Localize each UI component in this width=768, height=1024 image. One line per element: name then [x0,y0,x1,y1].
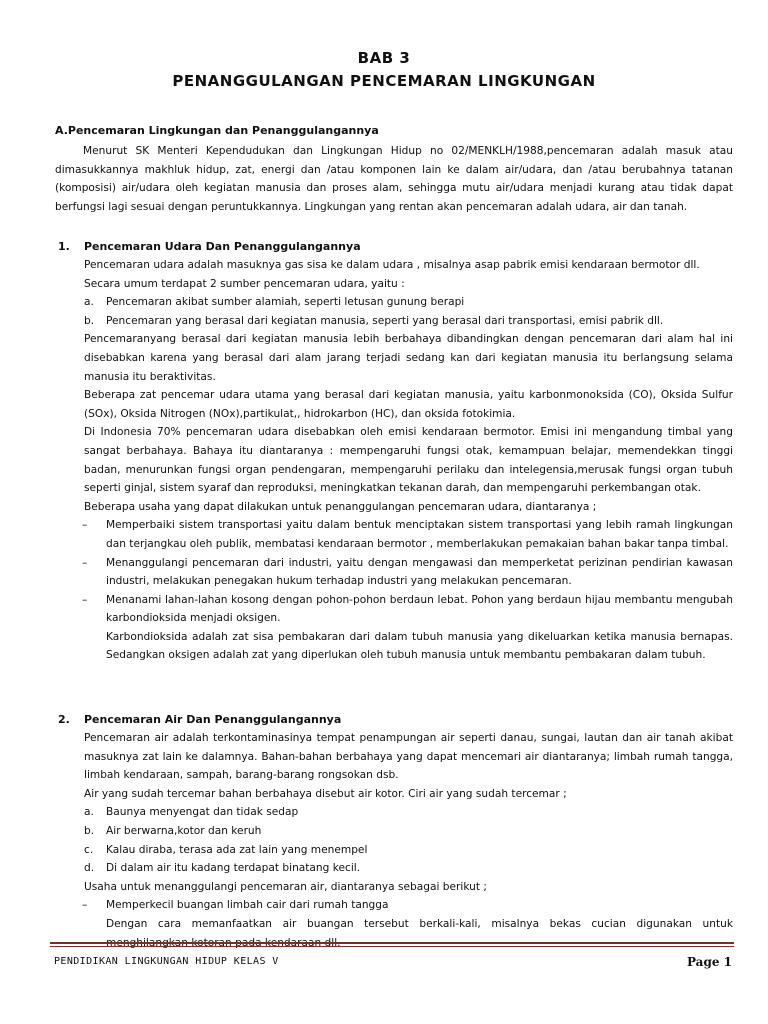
footer-rule [50,942,734,944]
list-text: Menanami lahan-lahan kosong dengan pohon-pohon berdaun lebat. Pohon yang berdaun hijau membantu mengubah karbondioksida menjadi oksigen. [106,593,733,625]
paragraph: Di Indonesia 70% pencemaran udara disebabkan oleh emisi kendaraan bermotor. Emisi ini mengandung timbal yang sangat berbahaya. Bahaya itu diantaranya : mempengaruhi fungsi otak, kemampuan belajar, memendekkan tinggi badan, menurunkan fungsi organ pendengaran, mempengaruhi perilaku dan intelegensia,merusak fungsi organ tubuh seperti ginjal, sistem syaraf dan reproduksi, meningkatkan tekanan darah, dan mempengaruhi perkembangan otak. [84,426,733,495]
list-marker: a. [84,296,94,309]
page-number: Page 1 [686,955,732,969]
list-text: Air berwarna,kotor dan keruh [106,824,262,837]
list-text: Pencemaran akibat sumber alamiah, seperti letusan gunung berapi [106,296,465,309]
list-marker: c. [84,843,94,856]
dash-marker: – [82,593,88,606]
list-marker: b. [84,824,95,837]
section-2-heading: Pencemaran Air Dan Penanggulangannya [84,713,342,726]
section-1-body [84,256,733,665]
list-item [84,803,733,822]
section-1-heading: Pencemaran Udara Dan Penanggulangannya [84,240,361,253]
list-item [84,859,733,878]
list-text: Memperkecil buangan limbah cair dari rumah tangga [106,899,389,912]
list-item [84,841,733,860]
list-item [84,896,733,915]
footer-rule-thin [50,946,734,947]
note-paragraph: Karbondioksida adalah zat sisa pembakaran dari dalam tubuh manusia yang dikeluarkan ketika manusia bernapas. Sedangkan oksigen adalah zat yang diperlukan oleh tubuh manusia untuk membantu pembakaran dalam tubuh. [106,630,733,662]
list-item [84,822,733,841]
list-marker: b. [84,314,95,327]
note-paragraph: Dengan cara memanfaatkan air buangan tersebut berkali-kali, misalnya bekas cucian digunakan untuk [106,917,733,930]
paragraph: Beberapa zat pencemar udara utama yang berasal dari kegiatan manusia, yaitu karbonmonoksida (CO), Oksida Sulfur (SOx), Oksida Nitrogen (NOx),partikulat,, hidrokarbon (HC), dan oksida fotokimia. [84,389,733,420]
list-item [84,293,733,312]
list-text: Menanggulangi pencemaran dari industri, yaitu dengan mengawasi dan memperketat perizinan pendirian kawasan industri, melakukan penegakan hukum terhadap industri yang melakukan pencemaran. [106,556,733,588]
list-text: Pencemaran yang berasal dari kegiatan manusia, seperti yang berasal dari transportasi, emisi pabrik dll. [106,314,664,327]
footer-course-title: PENDIDIKAN LINGKUNGAN HIDUP KELAS V [54,956,279,967]
section-2-number: 2. [58,713,70,726]
chapter-label: BAB 3 [357,49,411,67]
section-1-number: 1. [58,240,70,253]
list-text: Di dalam air itu kadang terdapat binatang kecil. [106,862,361,875]
list-text: Baunya menyengat dan tidak sedap [106,806,299,819]
list-item [84,591,733,628]
dash-marker: – [82,556,88,569]
section-2-body [84,729,733,952]
dash-marker: – [82,899,88,912]
dash-marker: – [82,519,88,532]
list-item [84,554,733,591]
section-a-intro [55,142,733,216]
intro-paragraph: Menurut SK Menteri Kependudukan dan Lingkungan Hidup no 02/MENKLH/1988,pencemaran adalah masuk atau dimasukkannya makhluk hidup, zat, energi dan /atau komponen lain ke dalam air/udara, dan /atau berubahnya tatanan (komposisi) air/udara oleh kegiatan manusia dan proses alam, sehingga mutu air/udara menjadi kurang atau tidak dapat berfungsi lagi sesuai dengan peruntukkannya. Lingkungan yang rentan akan pencemaran adalah udara, air dan tanah. [55,145,733,213]
paragraph: Pencemaran udara adalah masuknya gas sisa ke dalam udara , misalnya asap pabrik emisi kendaraan bermotor dll. [84,259,700,271]
paragraph: Usaha untuk menanggulangi pencemaran air, diantaranya sebagai berikut ; [84,880,487,893]
list-text: Memperbaiki sistem transportasi yaitu dalam bentuk menciptakan sistem transportasi yang lebih ramah lingkungan dan terjangkau oleh publik, membatasi kendaraan bermotor , memberlakukan pemakaian bahan bakar tanpa timbal. [106,519,733,550]
list-item [84,516,733,553]
list-marker: a. [84,806,94,819]
paragraph: Beberapa usaha yang dapat dilakukan untuk penanggulangan pencemaran udara, diantaranya ; [84,500,597,513]
section-a-heading: A.Pencemaran Lingkungan dan Penanggulangannya [55,124,379,137]
list-item [84,312,733,331]
paragraph: Secara umum terdapat 2 sumber pencemaran udara, yaitu : [84,277,405,290]
paragraph: Air yang sudah tercemar bahan berbahaya disebut air kotor. Ciri air yang sudah tercemar ; [84,787,567,800]
chapter-title: PENANGGULANGAN PENCEMARAN LINGKUNGAN [172,72,596,90]
list-text: Kalau diraba, terasa ada zat lain yang menempel [106,843,368,856]
list-marker: d. [84,862,95,875]
paragraph: Pencemaranyang berasal dari kegiatan manusia lebih berbahaya dibandingkan dengan pencemaran dari alam hal ini disebabkan karena yang berasal dari alam jarang terjadi sedang kan dari kegiatan manusia itu berlangsung selama manusia itu beraktivitas. [84,333,733,383]
paragraph: Pencemaran air adalah terkontaminasinya tempat penampungan air seperti danau, sungai, lautan dan air tanah akibat masuknya zat lain ke dalamnya. Bahan-bahan berbahaya yang dapat mencemari air diantaranya; limbah rumah tangga, limbah kendaraan, sampah, barang-barang rongsokan dsb. [84,732,733,782]
